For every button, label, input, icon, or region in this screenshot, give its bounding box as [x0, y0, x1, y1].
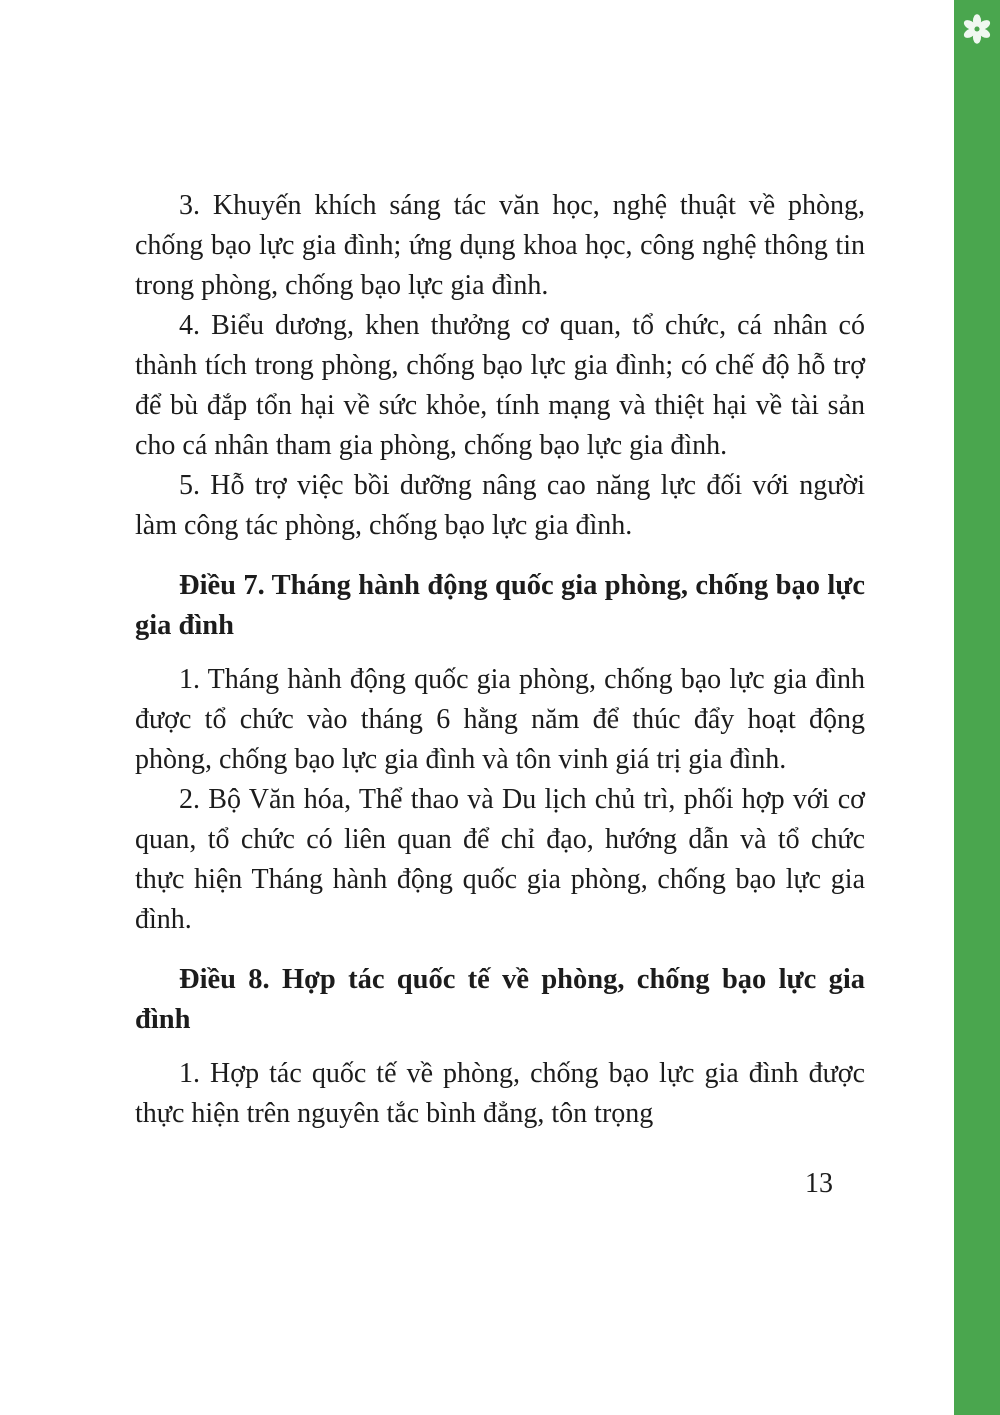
flower-icon — [962, 14, 992, 44]
paragraph: 4. Biểu dương, khen thưởng cơ quan, tổ chức, cá nhân có thành tích trong phòng, chống bạo lực gia đình; có chế độ hỗ trợ để bù đắp tổn hại về sức khỏe, tính mạng và thiệt hại về tài sản cho cá nhân tham gia phòng, chống bạo lực gia đình. — [135, 310, 865, 461]
paragraph: 2. Bộ Văn hóa, Thể thao và Du lịch chủ trì, phối hợp với cơ quan, tổ chức có liên quan để chỉ đạo, hướng dẫn và tổ chức thực hiện Tháng hành động quốc gia phòng, chống bạo lực gia đình. — [135, 784, 865, 935]
section-heading: Điều 7. Tháng hành động quốc gia phòng, chống bạo lực gia đình — [135, 570, 865, 641]
document-blocks — [135, 186, 865, 1134]
decorative-side-band — [954, 0, 1000, 1415]
paragraph: 1. Tháng hành động quốc gia phòng, chống bạo lực gia đình được tổ chức vào tháng 6 hằng năm để thúc đẩy hoạt động phòng, chống bạo lực gia đình và tôn vinh giá trị gia đình. — [135, 664, 865, 775]
document-text-column — [135, 186, 865, 1204]
paragraph: 3. Khuyến khích sáng tác văn học, nghệ thuật về phòng, chống bạo lực gia đình; ứng dụng khoa học, công nghệ thông tin trong phòng, chống bạo lực gia đình. — [135, 190, 865, 301]
page-number: 13 — [805, 1168, 833, 1199]
paragraph: 1. Hợp tác quốc tế về phòng, chống bạo lực gia đình được thực hiện trên nguyên tắc bình đẳng, tôn trọng — [135, 1058, 865, 1129]
paragraph: 5. Hỗ trợ việc bồi dưỡng nâng cao năng lực đối với người làm công tác phòng, chống bạo lực gia đình. — [135, 470, 865, 541]
section-heading: Điều 8. Hợp tác quốc tế về phòng, chống bạo lực gia đình — [135, 964, 865, 1035]
